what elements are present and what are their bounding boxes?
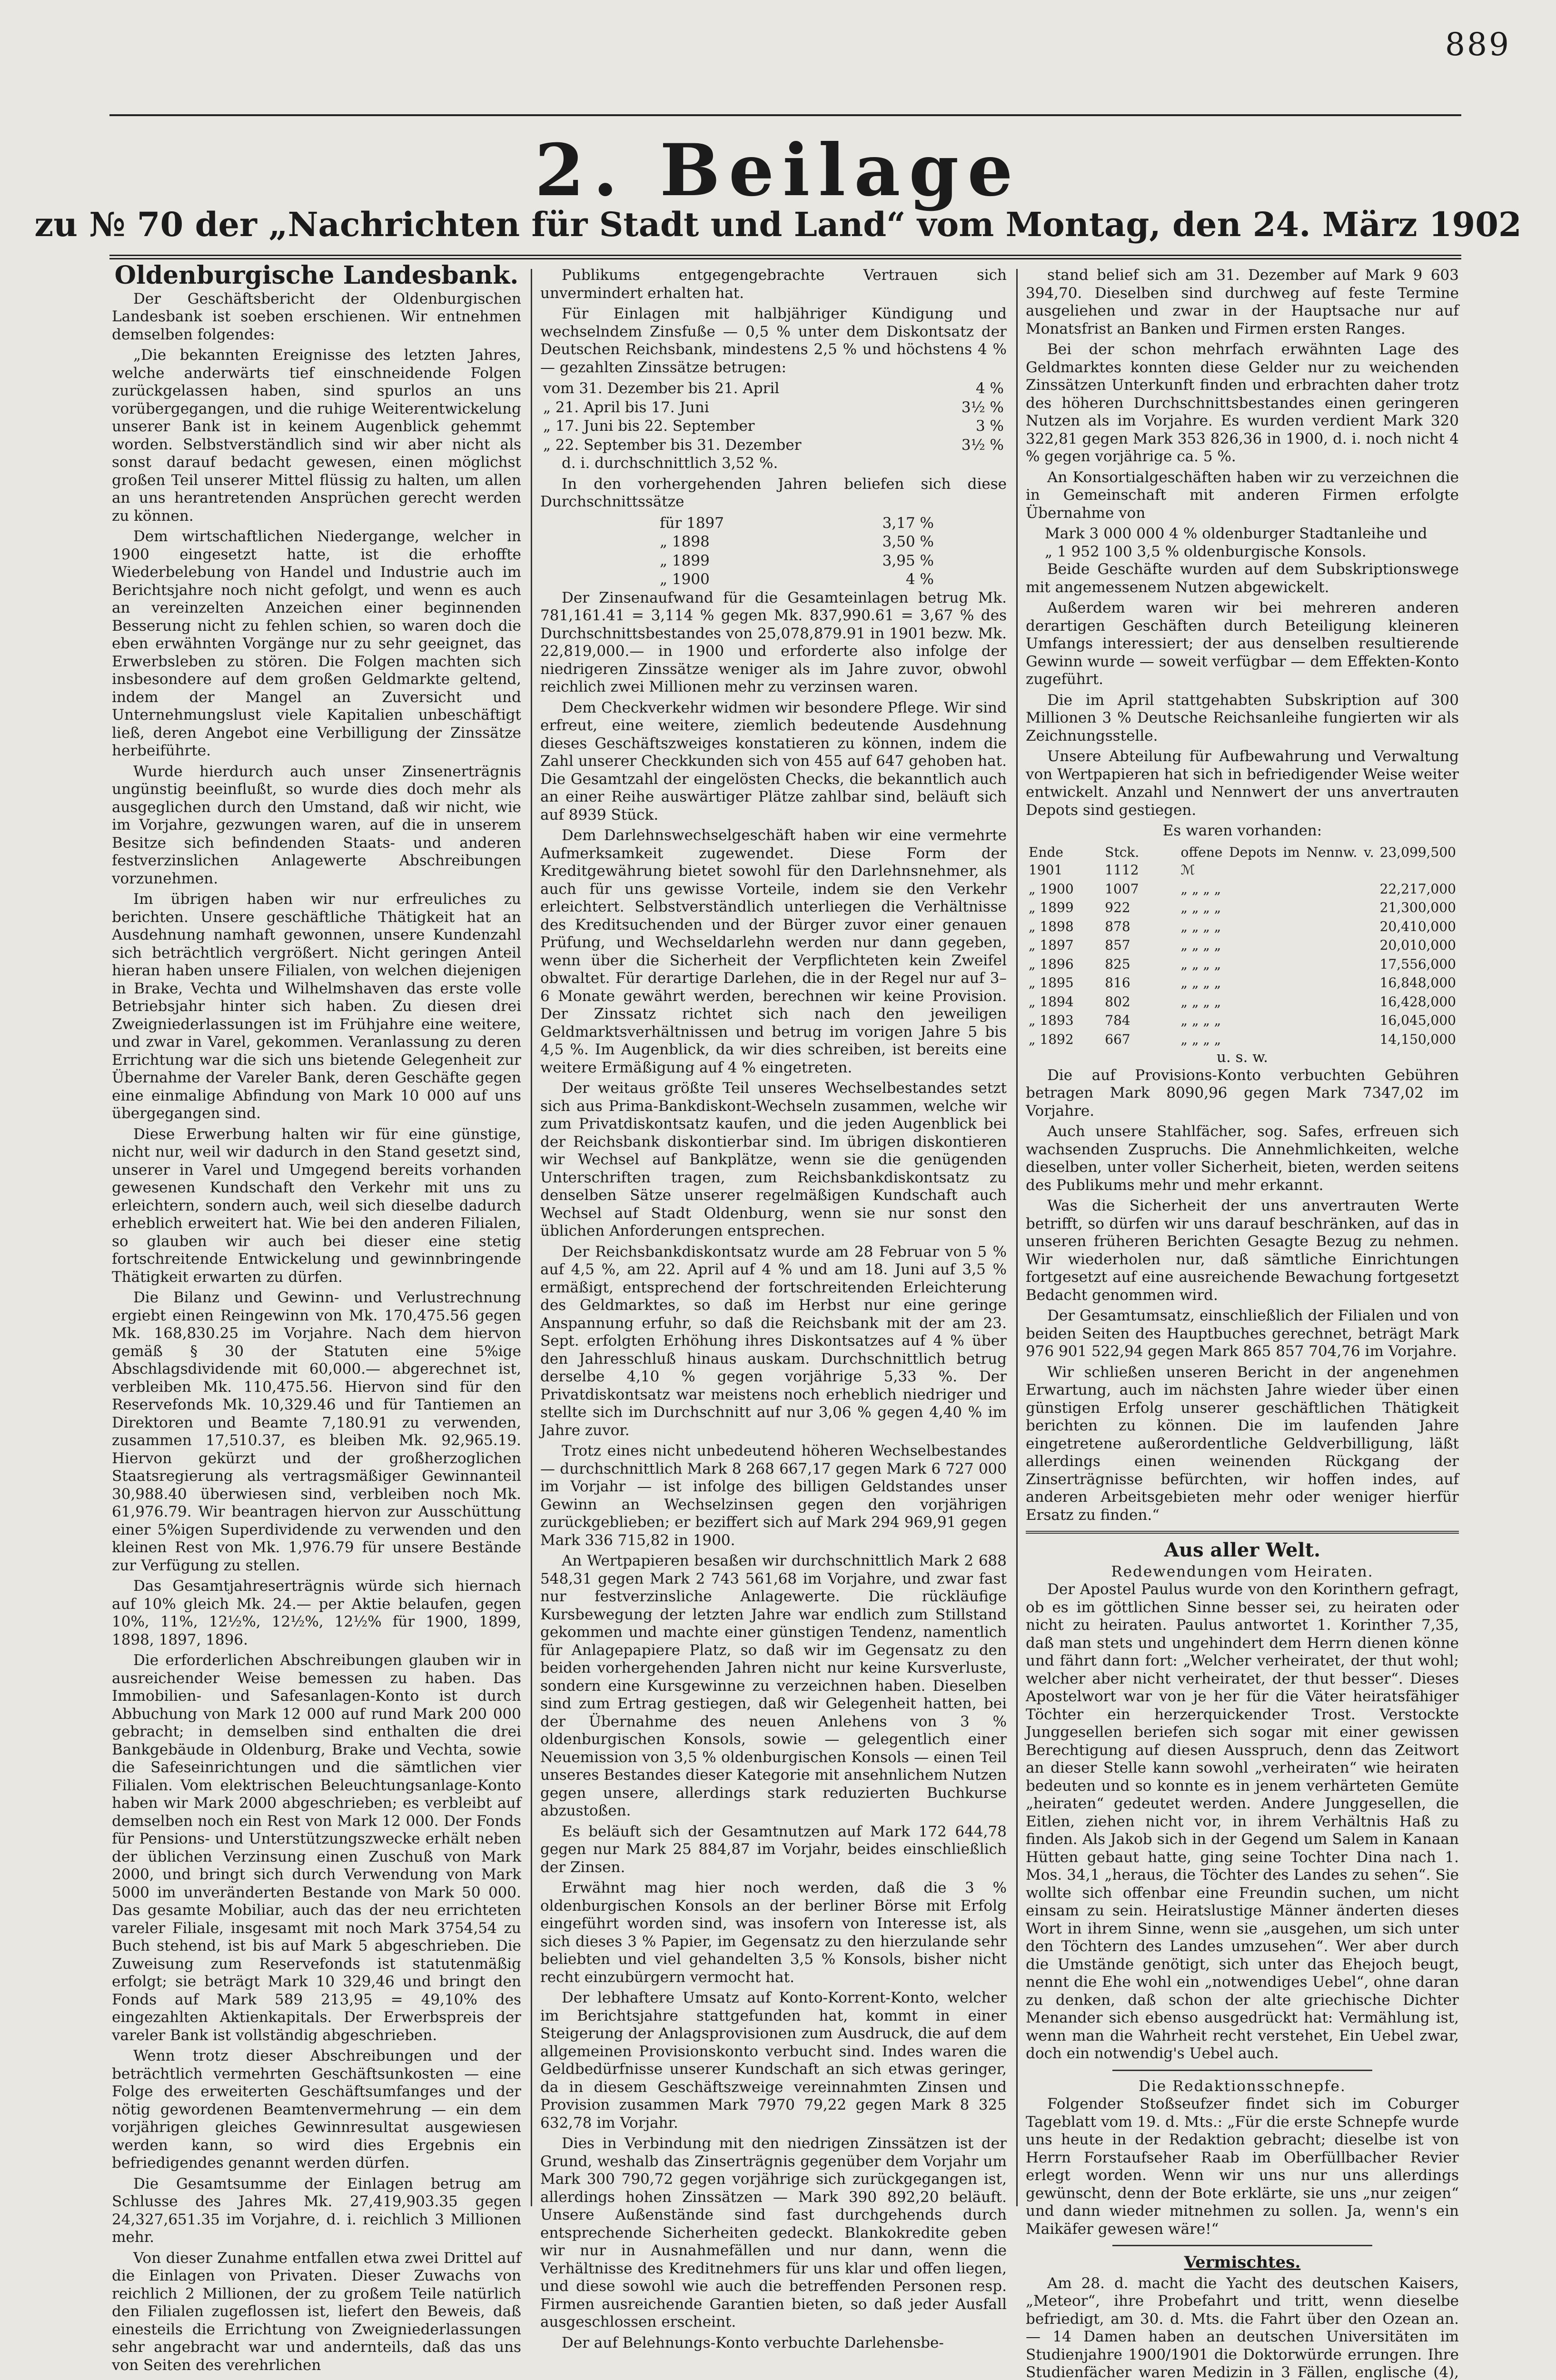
masthead-rule [109,255,1461,259]
article-columns [112,267,1459,2209]
depot-count: 857 [1102,936,1178,955]
paragraph: Folgender Stoßseufzer findet sich im Coburger Tageblatt vom 19. d. Mts.: „Für die erste Schnepfe wurde uns heute in der Redaktion gebracht; dieselbe ist von Herrn Forstaufseher Raab im Oberfüllbacher Revier erlegt worden. Wenn wir uns nur uns allerdings gewünscht, denn der Bote erklärte, sie uns „nur zeigen“ und dann wieder mitnehmen zu sollen. Ja, wenn's ein Maikäfer gewesen wäre!“ [1026,2095,1459,2238]
rate-period: „ 17. Juni bis 22. September [540,417,935,436]
paragraph: Der Gesamtumsatz, einschließlich der Filialen und von beiden Seiten des Hauptbuches gerechnet, beträgt Mark 976 901 522,94 gegen Mark 865 857 704,76 im Vorjahre. [1026,1307,1459,1361]
table-row [1026,992,1459,1012]
table-row [540,436,1007,455]
paragraph: Für Einlagen mit halbjähriger Kündigung und wechselndem Zinsfuße — 0,5 % unter dem Diskontsatz der Deutschen Reichsbank, mindestens 2,5 % und höchstens 4 % — gezahlten Zinssätze betrugen: [540,305,1007,377]
depot-label: „ „ „ „ [1178,917,1377,936]
paragraph: Erwähnt mag hier noch werden, daß die 3 % oldenburgischen Konsols an der berliner Börse mit Erfolg eingeführt worden sind, was insofern von Interesse ist, als sich dieses 3 % Papier, im Gegensatz zu den hierzulande sehr beliebten und viel gehandelten 3,5 % Konsols, bisher nicht recht einzubürgern vermocht hat. [540,1879,1007,1986]
depot-value: 16,428,000 [1377,992,1459,1012]
table-row [540,417,1007,436]
paragraph: Der lebhaftere Umsatz auf Konto-Korrent-Konto, welcher im Berichtsjahre stattgefunden hat, kommt in einer Steigerung der Anlagsprovisionen zum Ausdruck, die auf dem allgemeinen Provisionskonto verbucht sind. Indes waren die Geldbedürfnisse unserer Kundschaft an sich etwas geringer, da in diesem Geschäftszweige vereinnahmten Zinsen und Provision zusammen Mark 7970 79,22 gegen Mark 8 325 632,78 im Vorjahr. [540,1989,1007,2132]
paragraph: An Konsortialgeschäften haben wir zu verzeichnen die in Gemeinschaft mit anderen Firmen erfolgte Übernahme von [1026,469,1459,523]
rate-value: 3½ % [935,398,1007,417]
depot-value: 16,045,000 [1377,1011,1459,1030]
paragraph: Beide Geschäfte wurden auf dem Subskriptionswege mit angemessenem Nutzen abgewickelt. [1026,561,1459,596]
depot-count: 816 [1102,973,1178,992]
loan-line: „ 1 952 100 3,5 % oldenburgische Konsols. [1026,543,1459,561]
paragraph: Außerdem waren wir bei mehreren anderen derartigen Geschäften durch Beteiligung kleineren Umfangs interessiert; der aus denselben resultierende Gewinn wurde — soweit verfügbar — dem Effekten-Konto zugeführt. [1026,599,1459,689]
table-row [1026,1011,1459,1030]
paragraph: Der auf Belehnungs-Konto verbuchte Darlehensbe- [540,2334,1007,2352]
column-1 [112,267,521,2209]
depot-count: 667 [1102,1030,1178,1049]
rate-year: „ 1898 [657,533,811,552]
depot-count: 922 [1102,898,1178,917]
rate-value: 3,50 % [811,533,937,552]
depot-count: 1007 [1102,880,1178,899]
table-row [657,570,937,589]
depot-value: 14,150,000 [1377,1030,1459,1049]
subheading-heiraten: Redewendungen vom Heiraten. [1026,1563,1459,1581]
depot-value: 22,217,000 [1377,880,1459,899]
paragraph: Dies in Verbindung mit den niedrigen Zinssätzen ist der Grund, weshalb das Zinserträgnis gegenüber dem Vorjahr um Mark 300 790,72 gegen vorjährige sich zurückgegangen ist, allerdings hohen Zinssätzen — Mark 390 892,20 beläuft. Unsere Außenstände sind fast durchgehends durch entsprechende Sicherheiten gedeckt. Blankokredite geben wir nur in Ausnahmefällen und nur dann, wenn die Verhältnisse des Kreditnehmers für uns klar und offen liegen, und diese sowohl wie auch die betreffenden Personen resp. Firmen ausreichende Garantien bieten, so daß jeder Ausfall ausgeschlossen erscheint. [540,2135,1007,2331]
depot-year: Ende 1901 [1026,843,1102,880]
depot-year: „ 1896 [1026,955,1102,974]
paragraph: Die erforderlichen Abschreibungen glauben wir in ausreichender Weise bemessen zu haben. Das Immobilien- und Safesanlagen-Konto ist durch Abbuchung von Mark 12 000 auf rund Mark 200 000 gebracht; in demselben sind enthalten die drei Bankgebäude in Oldenburg, Brake und Vechta, sowie die Safeseinrichtungen und die sämtlichen vier Filialen. Vom elektrischen Beleuchtungsanlage-Konto haben wir Mark 2000 abgeschrieben; es verbleibt auf demselben noch ein Rest von Mark 12 000. Der Fonds für Pensions- und Unterstützungszwecke erhält neben der üblichen Verzinsung einen Zuschuß von Mark 2000, und bringt sich durch Verwendung von Mark 5000 im unveränderten Bestande von Mark 50 000. Das gesamte Mobiliar, auch das der neu errichteten vareler Filiale, insgesamt mit noch Mark 3754,54 zu Buch stehend, ist bis auf Mark 5 abgeschrieben. Die Zuweisung zum Reservefonds ist statutenmäßig erfolgt; sie beträgt Mark 10 329,46 und bringt den Fonds auf Mark 589 213,95 = 49,10% des eingezahlten Aktienkapitals. Der Erwerbspreis der vareler Bank ist vollständig abgeschrieben. [112,1652,521,2044]
article-heading-landesbank: Oldenburgische Landesbank. [112,267,521,285]
paragraph: Die Gesamtsumme der Einlagen betrug am Schlusse des Jahres Mk. 27,419,903.35 gegen 24,327,651.35 im Vorjahre, d. i. reichlich 3 Millionen mehr. [112,2175,521,2247]
rate-value: 3,95 % [811,552,937,571]
depot-label: „ „ „ „ [1178,992,1377,1012]
paragraph: Diese Erwerbung halten wir für eine günstige, nicht nur, weil wir dadurch in den Stand gesetzt sind, unserer in Varel und Umgegend bereits vorhanden gewesenen Kundschaft den Verkehr mit uns zu erleichtern, sondern auch, weil sich dieselbe dadurch erheblich erweitert hat. Wie bei den anderen Filialen, so glauben wir auch bei dieser eine stetig fortschreitende Entwickelung und gewinnbringende Thätigkeit erwarten zu dürfen. [112,1126,521,1287]
depot-label: „ „ „ „ [1178,880,1377,899]
table-row [1026,955,1459,974]
paragraph: Die auf Provisions-Konto verbuchten Gebühren betragen Mark 8090,96 gegen Mark 7347,02 im Vorjahre. [1026,1067,1459,1121]
paragraph: Der Zinsenaufwand für die Gesamteinlagen betrug Mk. 781,161.41 = 3,114 % gegen Mk. 837,990.61 = 3,67 % des Durchschnittsbestandes von 25,078,879.91 in 1901 bezw. Mk. 22,819,000.— in 1900 und erforderte also infolge der niedrigeren Zinssätze weniger als im Jahre zuvor, obwohl reichlich zwei Millionen mehr zu verzinsen waren. [540,589,1007,696]
table-row [657,533,937,552]
depot-count: 802 [1102,992,1178,1012]
rate-value: 3 % [935,417,1007,436]
paragraph: Bei der schon mehrfach erwähnten Lage des Geldmarktes konnten diese Gelder nur zu weichenden Zinssätzen Unterkunft finden und erbrachten daher trotz des höheren Durchschnittsbestandes einen geringeren Nutzen als im Vorjahre. Es wurden verdient Mark 320 322,81 gegen Mark 353 826,36 in 1900, d. i. noch nicht 4 % gegen vorjährige ca. 5 %. [1026,341,1459,466]
depot-count: Stck. 1112 [1102,843,1178,880]
paragraph: Trotz eines nicht unbedeutend höheren Wechselbestandes — durchschnittlich Mark 8 268 667,17 gegen Mark 6 727 000 im Vorjahr — ist infolge des billigen Geldstandes unser Gewinn an Wechselzinsen gegen den vorjährigen zurückgeblieben; er beziffert sich auf Mark 294 969,91 gegen Mark 336 715,82 in 1900. [540,1442,1007,1549]
paragraph: Es waren vorhanden: [1026,822,1459,840]
depot-label: „ „ „ „ [1178,1011,1377,1030]
depot-label: „ „ „ „ [1178,973,1377,992]
depot-count: 878 [1102,917,1178,936]
paragraph: stand belief sich am 31. Dezember auf Mark 9 603 394,70. Dieselben sind durchweg auf feste Termine ausgeliehen und zwar in der Hauptsache nur auf Monatsfrist an Banken und Firmen ersten Ranges. [1026,267,1459,338]
rate-value: 4 % [811,570,937,589]
depot-label: „ „ „ „ [1178,936,1377,955]
depots-table [1026,843,1459,1049]
section-divider [1112,2070,1372,2071]
depot-year: „ 1893 [1026,1011,1102,1030]
depot-year: „ 1892 [1026,1030,1102,1049]
paragraph: Wenn trotz dieser Abschreibungen und der beträchtlich vermehrten Geschäftsunkosten — eine Folge des erweiterten Geschäftsumfanges und der nötig gewordenen Beamtenvermehrung — ein dem vorjährigen gleiches Gewinnresultat ausgewiesen werden kann, so wird dies Ergebnis ein befriedigendes genannt werden dürfen. [112,2047,521,2172]
depot-label: „ „ „ „ [1178,955,1377,974]
depot-value: 16,848,000 [1377,973,1459,992]
paragraph: Dem wirtschaftlichen Niedergange, welcher in 1900 eingesetzt hatte, ist die erhoffte Wiederbelebung von Handel und Industrie auch im Berichtsjahre noch nicht gefolgt, und wenn es auch an vereinzelten Anzeichen einer beginnenden Besserung nicht zu fehlen schien, so waren doch die eben erwähnten Vorgänge nur zu sehr geeignet, das Erwerbsleben zu stören. Die Folgen machten sich insbesondere auf dem großen Geldmarkte geltend, indem der Mangel an Zuversicht und Unternehmungslust viele Kapitalien unbeschäftigt ließ, deren Angebot eine Verbilligung der Zinssätze herbeiführte. [112,528,521,760]
table-row [657,514,937,533]
paragraph: Dem Darlehnswechselgeschäft haben wir eine vermehrte Aufmerksamkeit zugewendet. Diese Form der Kreditgewährung bietet sowohl für den Darlehnsnehmer, als auch für uns gewisse Vorteile, indem sie den Verkehr erleichtert. Selbstverständlich unterliegen die Verhältnisse des Kreditsuchenden und der Bürger zuvor einer genauen Prüfung, und Wechseldarlehn werden nur dann gegeben, wenn über die Sicherheit der Verpflichteten kein Zweifel obwaltet. Für derartige Darlehen, die in der Regel nur auf 3–6 Monate gewährt werden, berechnen wir keine Provision. Der Zinssatz richtet sich nach den jeweiligen Geldmarktsverhältnissen und betrug im vorigen Jahre 5 bis 4,5 %. Im Augenblick, da wir dies schreiben, ist bereits eine weitere Ermäßigung auf 4 % eingetreten. [540,827,1007,1077]
paragraph: Die Bilanz und Gewinn- und Verlustrechnung ergiebt einen Reingewinn von Mk. 170,475.56 gegen Mk. 168,830.25 im Vorjahre. Nach dem hiervon gemäß § 30 der Statuten eine 5%ige Abschlagsdividende mit 60,000.— abgerechnet ist, verbleiben Mk. 110,475.56. Hiervon sind für den Reservefonds Mk. 10,329.46 und für Tantiemen an Direktoren und Beamte 7,180.91 zu verwenden, zusammen 17,510.37, es bleiben Mk. 92,965.19. Hiervon gekürzt und der großherzoglichen Staatsregierung als vertragsmäßiger Gewinnanteil 30,988.40 überwiesen sind, verbleiben noch Mk. 61,976.79. Wir beantragen hiervon zur Ausschüttung einer 5%igen Superdividende zu verwenden und den kleinen Rest von Mk. 1,976.79 für unsere Bestände zur Verfügung zu stellen. [112,1289,521,1575]
table-row [1026,917,1459,936]
paragraph: An Wertpapieren besaßen wir durchschnittlich Mark 2 688 548,31 gegen Mark 2 743 561,68 im Vorjahre, und zwar fast nur festverzinsliche Anlagewerte. Die rückläufige Kursbewegung der letzten Jahre war endlich zum Stillstand gekommen und machte einer günstigen Tendenz, namentlich für Anlagepapiere Platz, so daß wir im Gegensatz zu den beiden vorhergehenden Jahren nicht nur keine Kursverluste, sondern eine Kursgewinne zu verzeichnen haben. Dieselben sind zum Ertrag gestiegen, daß wir Gelegenheit hatten, bei der Übernahme des neuen Anlehens von 3 % oldenburgischen Konsols, sowie — gelegentlich einer Neuemission von 3,5 % oldenburgischen Konsols — einen Teil unseres Bestandes dieser Kategorie mit ansehnlichem Nutzen gegen unsere, allerdings stark reduzierten Buchkurse abzustoßen. [540,1552,1007,1820]
depot-year: „ 1898 [1026,917,1102,936]
previous-rates-table [657,514,937,589]
paragraph: Der Apostel Paulus wurde von den Korinthern gefragt, ob es im göttlichen Sinne besser sei, zu heiraten oder nicht zu heiraten. Paulus antwortet 1. Korinther 7,35, daß man stets und ungehindert dem Herrn dienen könne und fährt dann fort: „Welcher verheiratet, der thut wohl; welcher aber nicht verheiratet, der thut besser“. Dieses Apostelwort war von je her für die Väter heiratsfähiger Töchter ein herzerquickender Trost. Verstockte Junggesellen beriefen sich sogar mit einer gewissen Berechtigung auf diesen Ausspruch, denn das Zeitwort an dieser Stelle kann sowohl „verheiraten“ wie heiraten bedeuten und so konnte es in jenem verhärteten Gemüte „heiraten“ gedeutet werden. Andere Junggesellen, die Eitlen, ziehen nicht vor, in ihrem Verhältnis Haß zu finden. Als Jakob sich in der Gegend um Salem in Kanaan Hütten gebaut hatte, ging seine Tochter Dina nach 1. Mos. 34,1 „heraus, die Töchter des Landes zu sehen“. Sie wollte sich offenbar eine Freundin suchen, um nicht einsam zu sein. Heiratslustige Männer änderten dieses Wort in ihrem Sinne, wenn sie „ausgehen, um sich unter den Töchtern des Landes umzusehen“. Wer aber durch die Umstände genötigt, sich unter das Ehejoch beugt, nennt die Ehe wohl ein „notwendiges Uebel“, ohne daran zu denken, daß schon der alte griechische Dichter Menander sich ebenso ausgedrückt hat: Vermählung ist, wenn man die Wahrheit recht verstehet, Ein Uebel zwar, doch ein notwendig's Uebel auch. [1026,1581,1459,2063]
table-row [1026,973,1459,992]
table-row [1026,1030,1459,1049]
depots-tail: u. s. w. [1026,1049,1459,1067]
depot-label: offene Depots im Nennw. v. ℳ [1178,843,1377,880]
paragraph: Im übrigen haben wir nur erfreuliches zu berichten. Unsere geschäftliche Thätigkeit hat an Ausdehnung namhaft gewonnen, unsere Kundenzahl sich beträchtlich vergrößert. Nicht geringen Anteil hieran haben unsere Filialen, von welchen diejenigen in Brake, Vechta und Wilhelmshaven das erste volle Betriebsjahr hinter sich haben. Zu diesen drei Zweigniederlassungen ist im Frühjahre eine weitere, und zwar in Varel, gekommen. Veranlassung zu deren Errichtung war die sich uns bietende Gelegenheit zur Übernahme der Vareler Bank, deren Geschäfte gegen eine einmalige Abfindung von Mark 10 000 auf uns übergegangen sind. [112,891,521,1123]
depot-year: „ 1895 [1026,973,1102,992]
depot-year: „ 1899 [1026,898,1102,917]
rate-value: 3½ % [935,436,1007,455]
depot-value: 21,300,000 [1377,898,1459,917]
depot-label: „ „ „ „ [1178,1030,1377,1049]
table-row [1026,880,1459,899]
paragraph: Wir schließen unseren Bericht in der angenehmen Erwartung, auch im nächsten Jahre wieder über einen günstigen Erfolg unserer geschäftlichen Thätigkeit berichten zu können. Die im laufenden Jahre eingetretene außerordentliche Geldverbilligung, läßt allerdings einen weinenden Rückgang der Zinserträgnisse befürchten, wir hoffen indes, auf anderen Arbeitsgebieten mehr oder weniger hierfür Ersatz zu finden.“ [1026,1364,1459,1525]
section-heading-aus-aller-welt: Aus aller Welt. [1026,1541,1459,1559]
column-3 [1026,267,1459,2209]
rate-value: 3,17 % [811,514,937,533]
heading-redaktionsschnepfe: Die Redaktionsschnepfe. [1026,2078,1459,2096]
depot-count: 784 [1102,1011,1178,1030]
depot-value: 17,556,000 [1377,955,1459,974]
rate-period: vom 31. Dezember bis 21. April [540,379,935,398]
table-row [540,398,1007,417]
rate-year: „ 1899 [657,552,811,571]
paragraph: Was die Sicherheit der uns anvertrauten Werte betrifft, so dürfen wir uns darauf beschränken, auf das in unseren früheren Berichten Gesagte Bezug zu nehmen. Wir wiederholen nur, daß sämtliche Einrichtungen fortgesetzt auf eine ausreichende Bewachung fortgesetzt Bedacht genommen wird. [1026,1197,1459,1304]
table-row [1026,843,1459,880]
paragraph: Der Reichsbankdiskontsatz wurde am 28 Februar von 5 % auf 4,5 %, am 22. April auf 4 % und am 18. Juni auf 3,5 % ermäßigt, entsprechend der fortschreitenden Erleichterung des Geldmarktes, so daß im Herbst nur eine geringe Anspannung erfuhr, so daß die Reichsbank mit der am 23. Sept. erfolgten Erhöhung ihres Diskontsatzes auf 4 % über den Jahresschluß hinaus auskam. Durchschnittlich betrug derselbe 4,10 % gegen vorjährige 5,33 %. Der Privatdiskontsatz war meistens noch erheblich niedriger und stellte sich im Durchschnitt auf nur 3,06 % gegen 4,40 % im Jahre zuvor. [540,1243,1007,1440]
heading-vermischtes: Vermischtes. [1026,2254,1459,2272]
rate-year: „ 1900 [657,570,811,589]
loan-line: Mark 3 000 000 4 % oldenburger Stadtanleihe und [1026,525,1459,543]
paragraph: Dem Checkverkehr widmen wir besondere Pflege. Wir sind erfreut, eine weitere, ziemlich bedeutende Ausdehnung dieses Geschäftszweiges konstatieren zu können, indem die Zahl unserer Checkkunden sich von 455 auf 647 gehoben hat. Die Gesamtzahl der eingelösten Checks, die bekanntlich auch an einer Reihe auswärtiger Plätze zahlbar sind, beläuft sich auf 8939 Stück. [540,699,1007,824]
paragraph: Publikums entgegengebrachte Vertrauen sich unvermindert erhalten hat. [540,267,1007,302]
paragraph: Auch unsere Stahlfächer, sog. Safes, erfreuen sich wachsenden Zuspruchs. Die Annehmlichkeiten, welche dieselben, unter voller Sicherheit, bieten, werden seitens des Publikums mehr und mehr erkannt. [1026,1123,1459,1194]
paragraph: Der weitaus größte Teil unseres Wechselbestandes setzt sich aus Prima-Bankdiskont-Wechseln zusammen, welche wir zum Privatdiskontsatz kaufen, und die jeden Augenblick bei der Reichsbank diskontierbar sind. Im übrigen diskontieren wir Wechsel auf Bankplätze, wenn sie die genügenden Unterschriften tragen, zum Reichsbankdiskontsatz zu denselben Sätze unserer regelmäßigen Kundschaft auch Wechsel auf Stadt Oldenburg, wenn sie nur sonst den üblichen Anforderungen entsprechen. [540,1080,1007,1240]
rate-period: „ 22. September bis 31. Dezember [540,436,935,455]
section-divider [1026,1531,1459,1534]
depot-year: „ 1900 [1026,880,1102,899]
interest-rates-table [540,379,1007,455]
paragraph: Es beläuft sich der Gesamtnutzen auf Mark 172 644,78 gegen nur Mark 25 884,87 im Vorjahr, beides einschließlich der Zinsen. [540,1823,1007,1877]
depot-label: „ „ „ „ [1178,898,1377,917]
column-2 [540,267,1007,2209]
paragraph: Die im April stattgehabten Subskription auf 300 Millionen 3 % Deutsche Reichsanleihe fungierten wir als Zeichnungsstelle. [1026,692,1459,745]
depot-count: 825 [1102,955,1178,974]
paragraph: In den vorhergehenden Jahren beliefen sich diese Durchschnittssätze [540,476,1007,511]
depot-value: 20,410,000 [1377,917,1459,936]
depot-value: 20,010,000 [1377,936,1459,955]
paragraph: Der Geschäftsbericht der Oldenburgischen Landesbank ist soeben erschienen. Wir entnehmen demselben folgendes: [112,290,521,344]
paragraph: Das Gesamtjahreserträgnis würde sich hiernach auf 10% gleich Mk. 24.— per Aktie belaufen, gegen 10%, 11%, 12½%, 12½%, 12½% für 1900, 1899, 1898, 1897, 1896. [112,1577,521,1649]
section-divider [1112,2245,1372,2246]
table-row [1026,898,1459,917]
depot-year: „ 1894 [1026,992,1102,1012]
paragraph: Wurde hierdurch auch unser Zinsenerträgnis ungünstig beeinflußt, so wurde dies doch mehr als ausgeglichen durch den Umstand, daß wir nicht, wie im Vorjahre, gezwungen waren, auf die in unserem Besitze sich befindenden Staats- und anderen festverzinslichen Anlagewerte Abschreibungen vorzunehmen. [112,763,521,888]
paragraph: Von dieser Zunahme entfallen etwa zwei Drittel auf die Einlagen von Privaten. Dieser Zuwachs von reichlich 2 Millionen, der zu großem Teile natürlich den Filialen zugeflossen ist, liefert den Beweis, daß einesteils die Errichtung von Zweigniederlassungen sehr angebracht war und andernteils, daß das uns von Seiten des verehrlichen [112,2250,521,2375]
rate-year: für 1897 [657,514,811,533]
paragraph: „Die bekannten Ereignisse des letzten Jahres, welche anderwärts tief einschneidende Folgen zurückgelassen haben, sind spurlos an uns vorübergegangen, und die ruhige Weiterentwickelung unserer Bank ist in keinem Augenblick gehemmt worden. Selbstverständlich sind wir aber nicht als sonst darauf bedacht gewesen, einen möglichst großen Teil unserer Mittel flüssig zu halten, um allen an uns herantretenden Ansprüchen gerecht werden zu können. [112,347,521,525]
depot-value: 23,099,500 [1377,843,1459,880]
rate-period: „ 21. April bis 17. Juni [540,398,935,417]
paragraph: d. i. durchschnittlich 3,52 %. [540,455,1007,473]
table-row [657,552,937,571]
paragraph: Unsere Abteilung für Aufbewahrung und Verwaltung von Wertpapieren hat sich in befriedigender Weise weiter entwickelt. Anzahl und Nennwert der uns anvertrauten Depots sind gestiegen. [1026,748,1459,819]
top-rule [109,114,1461,116]
depot-year: „ 1897 [1026,936,1102,955]
page-number: 889 [1445,26,1511,63]
table-row [540,379,1007,398]
table-row [1026,936,1459,955]
supplement-subtitle: zu № 70 der „Nachrichten für Stadt und Land“ vom Montag, den 24. März 1902 [0,205,1556,244]
rate-value: 4 % [935,379,1007,398]
paragraph: Am 28. d. macht die Yacht des deutschen Kaisers, „Meteor“, ihre Probefahrt und tritt, wenn dieselbe befriedigt, am 30. d. Mts. die Fahrt über den Ozean an. — 14 Damen haben an deutschen Universitäten im Studienjahre 1900/1901 die Doktorwürde errungen. Ihre Studienfächer waren Medizin in 3 Fällen, englische (4), [1026,2275,1459,2380]
supplement-title: 2. Beilage [0,129,1556,212]
